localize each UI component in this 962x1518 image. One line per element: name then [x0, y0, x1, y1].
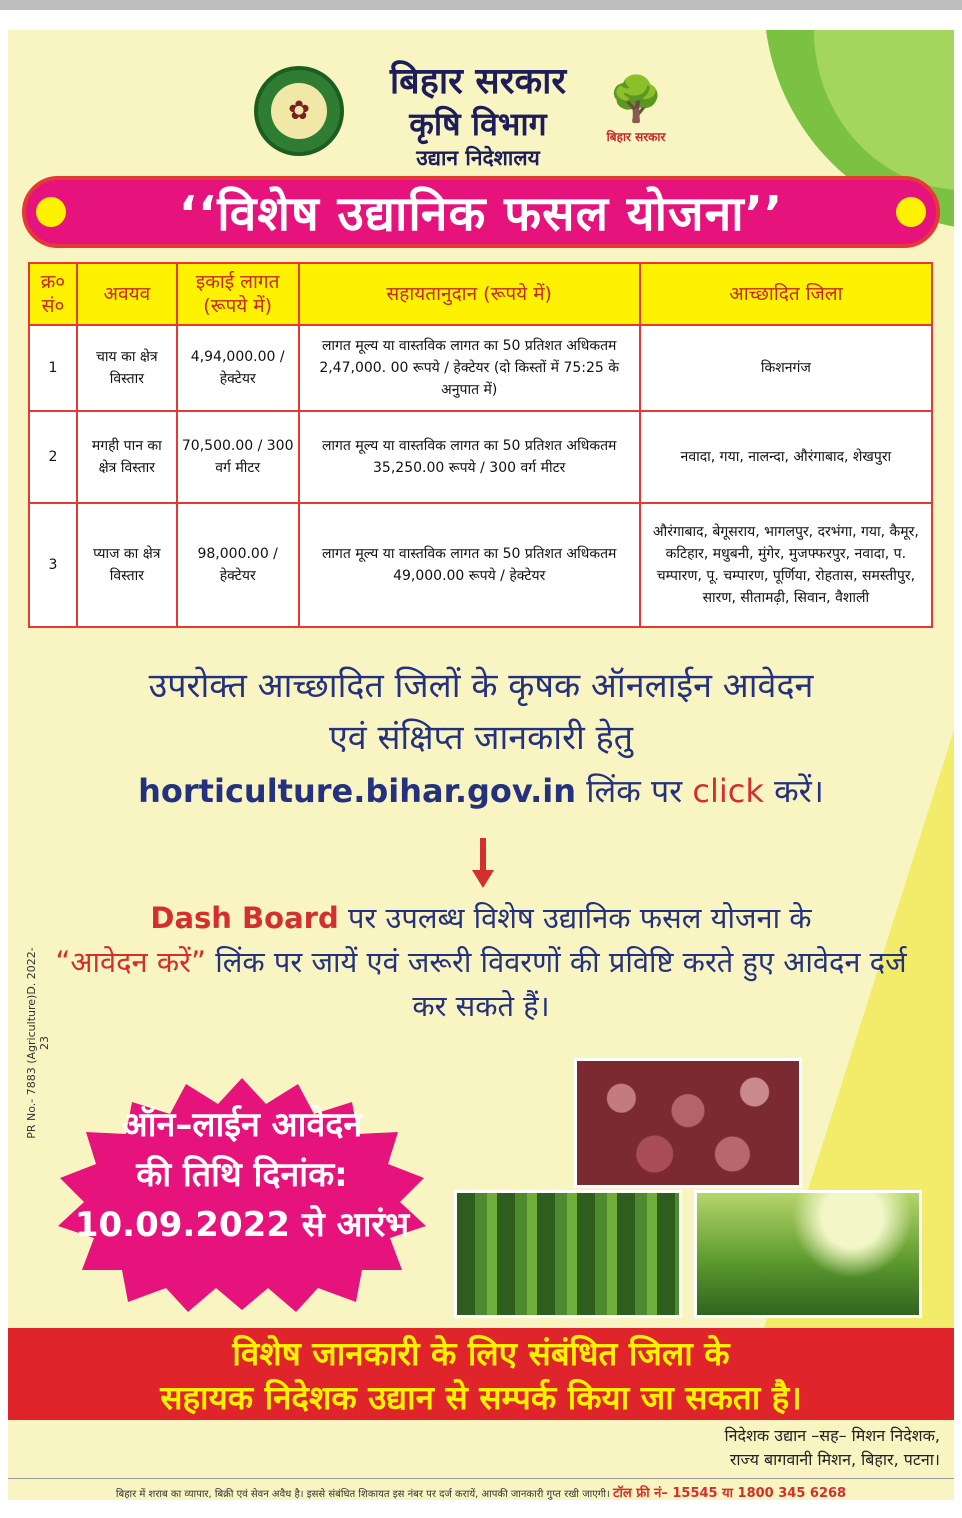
banner-dot-left — [36, 197, 66, 227]
intro-text — [48, 660, 914, 764]
dash-text-1: पर उपलब्ध विशेष उद्यानिक फसल योजना के — [347, 901, 812, 935]
onion-photo — [574, 1058, 802, 1188]
bottom-notice — [8, 1478, 954, 1500]
cell-districts: किशनगंज — [640, 325, 932, 411]
liquor-notice: बिहार में शराब का व्यापार, बिक्री एवं सेवन अवैध है। इससे संबंधित शिकायत इस नंबर पर दर्ज करायें, आपकी जानकारी गुप्त रखी जाएगी। — [115, 1489, 610, 1500]
online-application-date — [52, 1100, 432, 1250]
signature-block — [540, 1424, 940, 1472]
cell-component: प्याज का क्षेत्र विस्तार — [77, 503, 177, 627]
table-row — [29, 325, 932, 411]
horticulture-society-logo-icon: ✿ — [254, 66, 344, 156]
contact-line-1: विशेष जानकारी के लिए संबंधित जिला के — [232, 1334, 730, 1373]
bodhi-tree-emblem-icon: 🌳 — [608, 74, 664, 125]
table-row — [29, 503, 932, 627]
header-districts: आच्छादित जिला — [640, 263, 932, 325]
toll-free-number: टॉल फ्री नं– 15545 या 1800 345 6268 — [612, 1486, 847, 1500]
cell-component: मगही पान का क्षेत्र विस्तार — [77, 411, 177, 503]
cell-subsidy: लागत मूल्य या वास्तविक लागत का 50 प्रतिशत अधिकतम 2,47,000. 00 रूपये / हेक्टेयर (दो किस्तों में 75:25 के अनुपात में) — [299, 325, 640, 411]
cell-subsidy: लागत मूल्य या वास्तविक लागत का 50 प्रतिशत अधिकतम 35,250.00 रूपये / 300 वर्ग मीटर — [299, 411, 640, 503]
link-text-1: लिंक पर — [586, 772, 683, 810]
table-header-row — [29, 263, 932, 325]
cell-serial: 2 — [29, 411, 77, 503]
scheme-title-banner — [22, 176, 940, 248]
directorate-name: उद्यान निदेशालय — [416, 146, 540, 170]
table-row — [29, 411, 932, 503]
burst-line-3: 10.09.2022 से आरंभ — [74, 1205, 410, 1245]
scheme-table — [28, 262, 933, 628]
click-word: click — [692, 772, 764, 810]
cell-unit-cost: 98,000.00 / हेक्टेयर — [177, 503, 299, 627]
contact-line-2: सहायक निदेशक उद्यान से सम्पर्क किया जा सकता है। — [160, 1378, 802, 1417]
pr-number: PR No.- 7883 (Agriculture)D. 2022-23 — [25, 947, 51, 1139]
contact-band — [8, 1328, 954, 1420]
department-title — [353, 60, 603, 172]
header-unit-cost: इकाई लागत (रूपये में) — [177, 263, 299, 325]
signature-line-1: निदेशक उद्यान –सह– मिशन निदेशक, — [724, 1426, 940, 1445]
link-text-2: करें। — [774, 772, 824, 810]
cell-unit-cost: 70,500.00 / 300 वर्ग मीटर — [177, 411, 299, 503]
intro-line-1: उपरोक्त आच्छादित जिलों के कृषक ऑनलाईन आवेदन — [148, 666, 814, 706]
govt-name: बिहार सरकार — [389, 61, 567, 102]
cell-serial: 3 — [29, 503, 77, 627]
cell-subsidy: लागत मूल्य या वास्तविक लागत का 50 प्रतिशत अधिकतम 49,000.00 रूपये / हेक्टेयर — [299, 503, 640, 627]
header-subsidy: सहायतानुदान (रूपये में) — [299, 263, 640, 325]
bihar-emblem — [596, 72, 676, 154]
cell-districts: औरंगाबाद, बेगूसराय, भागलपुर, दरभंगा, गया, कैमूर, कटिहार, मधुबनी, मुंगेर, मुजफ्फरपुर, नवादा, प. चम्पारण, पू. चम्पारण, पूर्णिया, रोहतास, समस्तीपुर, सारण, सीतामढ़ी, सिवान, वैशाली — [640, 503, 932, 627]
link-line — [48, 766, 914, 816]
poster-header — [8, 44, 954, 174]
tea-plants-photo — [694, 1190, 922, 1318]
burst-line-1: ऑन–लाईन आवेदन — [121, 1105, 363, 1145]
intro-line-2: एवं संक्षिप्त जानकारी हेतु — [328, 718, 634, 758]
department-name: कृषि विभाग — [409, 105, 547, 143]
cell-component: चाय का क्षेत्र विस्तार — [77, 325, 177, 411]
banner-dot-right — [896, 197, 926, 227]
top-bar — [0, 0, 962, 10]
emblem-caption: बिहार सरकार — [606, 130, 666, 144]
advertisement-poster — [8, 30, 954, 1500]
burst-line-2: की तिथि दिनांक: — [136, 1155, 348, 1195]
cell-serial: 1 — [29, 325, 77, 411]
dashboard-instructions — [48, 896, 914, 1028]
dash-text-2: लिंक पर जायें एवं जरूरी विवरणों की प्रविष्टि करते हुए आवेदन दर्ज कर सकते हैं। — [215, 945, 907, 1023]
signature-line-2: राज्य बागवानी मिशन, बिहार, पटना। — [729, 1450, 940, 1469]
dash-board-label: Dash Board — [150, 901, 339, 935]
header-component: अवयव — [77, 263, 177, 325]
down-arrow-icon — [468, 838, 498, 890]
website-link[interactable]: horticulture.bihar.gov.in — [138, 772, 577, 810]
scheme-title: ‘‘विशेष उद्यानिक फसल योजना’’ — [178, 185, 784, 242]
cell-unit-cost: 4,94,000.00 / हेक्टेयर — [177, 325, 299, 411]
cell-districts: नवादा, गया, नालन्दा, औरंगाबाद, शेखपुरा — [640, 411, 932, 503]
apply-label: “आवेदन करें” — [55, 945, 207, 979]
header-serial: क्र० सं० — [29, 263, 77, 325]
betel-plants-photo — [454, 1190, 682, 1318]
